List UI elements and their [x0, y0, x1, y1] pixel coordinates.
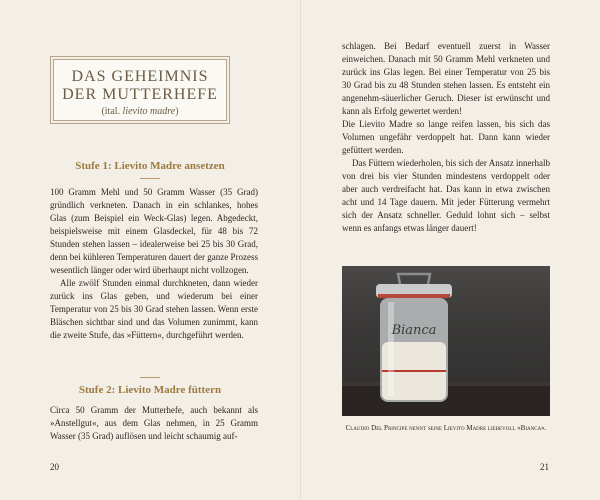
right-text-block: [342, 40, 550, 235]
subtitle-italic: lievito madre: [122, 106, 176, 117]
jar-red-gasket: [378, 294, 450, 298]
paragraph: Die Lievito Madre so lange reifen lassen, bis sich das Volumen ungefähr verdoppelt hat. Dann kann wieder gefüttert werden.: [342, 119, 550, 155]
page-number-left: 20: [50, 462, 59, 472]
left-text-block-2: [50, 404, 258, 443]
paragraph: 100 Gramm Mehl und 50 Gramm Wasser (35 Grad) gründlich verkneten. Danach in ein schlankes, hohes Glas (zum Beispiel ein Weck-Glas) legen. Abgedeckt, beispielsweise mit einem Glasdeckel, für 48 bis 72 Stunden stehen lassen – idealerweise bei 25 bis 30 Grad, denn bei kühleren Temperaturen dauert der ganze Prozess wesentlich länger oder wird überhaupt nicht vollzogen.: [50, 187, 258, 275]
left-text-block-1: [50, 186, 258, 342]
jar-illustration: [342, 266, 550, 416]
paragraph: Circa 50 Gramm der Mutterhefe, auch bekannt als »Anstellgut«, aus dem Glas nehmen, in 25 Gramm Wasser (35 Grad) auflösen und leicht schaumig auf-: [50, 405, 258, 441]
page-number-right: 21: [540, 462, 549, 472]
chapter-title-box: [50, 56, 230, 124]
section-heading-stage-2: Stufe 2: Lievito Madre füttern: [78, 384, 222, 396]
photo-caption: Claudio Del Principe nennt seine Lievito Madre liebevoll »Bianca«.: [345, 424, 547, 432]
chapter-title-line-1: DAS GEHEIMNIS: [71, 68, 209, 85]
paragraph: Das Füttern wiederholen, bis sich der Ansatz innerhalb von drei bis vier Stunden mindestens verdoppelt oder aber auch verdreifacht hat. Das kann in etwa zwischen acht und 14 Tage dauern. Mit jeder Fütterung vermehrt sich der Ansatz schneller. Geduld lohnt sich – selbst wenn es anfangs etwas länger dauert!: [342, 158, 550, 233]
page-gutter: [300, 0, 301, 500]
section-heading-stage-1: Stufe 1: Lievito Madre ansetzen: [75, 160, 225, 172]
jar-clamp-icon: [398, 274, 430, 284]
chapter-title-line-2: DER MUTTERHEFE: [62, 86, 218, 103]
heading-rule-1: [140, 178, 160, 179]
chapter-subtitle: (ital. lievito madre): [101, 106, 179, 117]
lievito-madre-jar-photo: [342, 266, 550, 416]
heading-rule-2: [140, 377, 160, 378]
paragraph: schlagen. Bei Bedarf eventuell zuerst in Wasser einweichen. Danach mit 50 Gramm Mehl verkneten und zurück ins Glas legen. Bei einer Temperatur von 25 bis 30 Grad bis zu 48 Stunden stehen lassen. Es entsteht ein angenehm-säuerlicher Geruch. Dieser ist erwünscht und kann als Erfolg gewertet werden!: [342, 41, 550, 116]
jar-label: Bianca: [391, 323, 437, 338]
paragraph: Alle zwölf Stunden einmal durchkneten, dann wieder zurück ins Glas geben, und wiederum bei einer Temperatur von 25 bis 30 Grad stehen lassen. Wenn erste Bläschen sichtbar sind und das Volumen zunimmt, kann die zweite Stufe, das »Füttern«, durchgeführt werden.: [50, 278, 258, 340]
